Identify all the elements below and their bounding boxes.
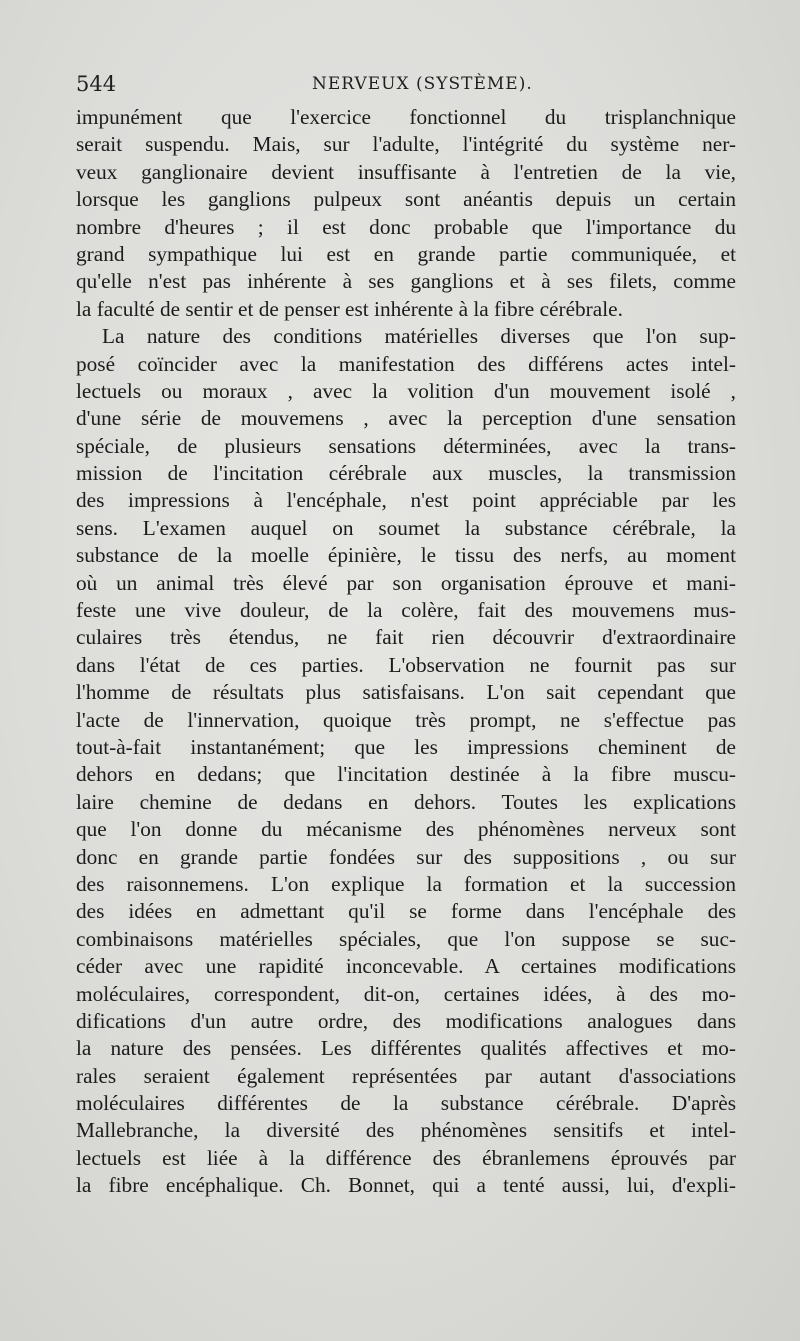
text-line: rales seraient également représentées par autant d'associations [76,1063,736,1088]
text-line: serait suspendu. Mais, sur l'adulte, l'intégrité du système ner- [76,132,736,157]
text-line: l'homme de résultats plus satisfaisans. L'on sait cependant que [76,680,736,705]
text-line: des idées en admettant qu'il se forme dans l'encéphale des [76,899,736,924]
text-line: posé coïncider avec la manifestation des différens actes intel- [76,351,736,376]
text-line: moléculaires différentes de la substance cérébrale. D'après [76,1091,736,1116]
text-line: feste une vive douleur, de la colère, fait des mouvemens mus- [76,598,736,623]
text-line: culaires très étendus, ne fait rien découvrir d'extraordinaire [76,625,736,650]
text-line: veux ganglionaire devient insuffisante à l'entretien de la vie, [76,159,736,184]
text-line: mission de l'incitation cérébrale aux muscles, la transmission [76,461,736,486]
text-line: lectuels est liée à la différence des ébranlemens éprouvés par [76,1145,736,1170]
page-header [76,72,736,100]
text-line: la faculté de sentir et de penser est inhérente à la fibre cérébrale. [76,296,623,321]
text-line: des impressions à l'encéphale, n'est point appréciable par les [76,488,736,513]
text-line: dans l'état de ces parties. L'observation ne fournit pas sur [76,652,736,677]
text-line: l'acte de l'innervation, quoique très prompt, ne s'effectue pas [76,707,736,732]
text-line: où un animal très élevé par son organisation éprouve et mani- [76,570,736,595]
text-line: difications d'un autre ordre, des modifications analogues dans [76,1008,736,1033]
paragraph [76,104,736,323]
text-line: la nature des pensées. Les différentes qualités affectives et mo- [76,1036,736,1061]
text-line: grand sympathique lui est en grande partie communiquée, et [76,241,736,266]
text-line: donc en grande partie fondées sur des suppositions , ou sur [76,844,736,869]
text-line: d'une série de mouvemens , avec la perception d'une sensation [76,406,736,431]
text-line: dehors en dedans; que l'incitation destinée à la fibre muscu- [76,762,736,787]
text-line: céder avec une rapidité inconcevable. A certaines modifications [76,954,736,979]
body-text [76,104,736,1200]
text-line: La nature des conditions matérielles diverses que l'on sup- [102,324,736,349]
text-line: que l'on donne du mécanisme des phénomènes nerveux sont [76,817,736,842]
text-line: lorsque les ganglions pulpeux sont anéantis depuis un certain [76,187,736,212]
text-line: Mallebranche, la diversité des phénomènes sensitifs et intel- [76,1118,736,1143]
text-line: substance de la moelle épinière, le tissu des nerfs, au moment [76,543,736,568]
text-line: la fibre encéphalique. Ch. Bonnet, qui a tenté aussi, lui, d'expli- [76,1173,736,1198]
running-title: NERVEUX (SYSTÈME). [312,74,533,94]
text-line: impunément que l'exercice fonctionnel du trisplanchnique [76,105,736,129]
text-line: nombre d'heures ; il est donc probable que l'importance du [76,214,736,239]
text-line: sens. L'examen auquel on soumet la substance cérébrale, la [76,515,736,540]
text-line: combinaisons matérielles spéciales, que l'on suppose se suc- [76,926,736,951]
text-line: lectuels ou moraux , avec la volition d'un mouvement isolé , [76,378,736,403]
text-line: spéciale, de plusieurs sensations déterminées, avec la trans- [76,433,736,458]
paragraph [76,323,736,1200]
text-line: qu'elle n'est pas inhérente à ses ganglions et à ses filets, comme [76,269,736,294]
text-line: moléculaires, correspondent, dit-on, certaines idées, à des mo- [76,981,736,1006]
text-line: des raisonnemens. L'on explique la formation et la succession [76,871,736,896]
text-line: tout-à-fait instantanément; que les impressions cheminent de [76,734,736,759]
page-number: 544 [76,72,117,96]
text-line: laire chemine de dedans en dehors. Toutes les explications [76,789,736,814]
